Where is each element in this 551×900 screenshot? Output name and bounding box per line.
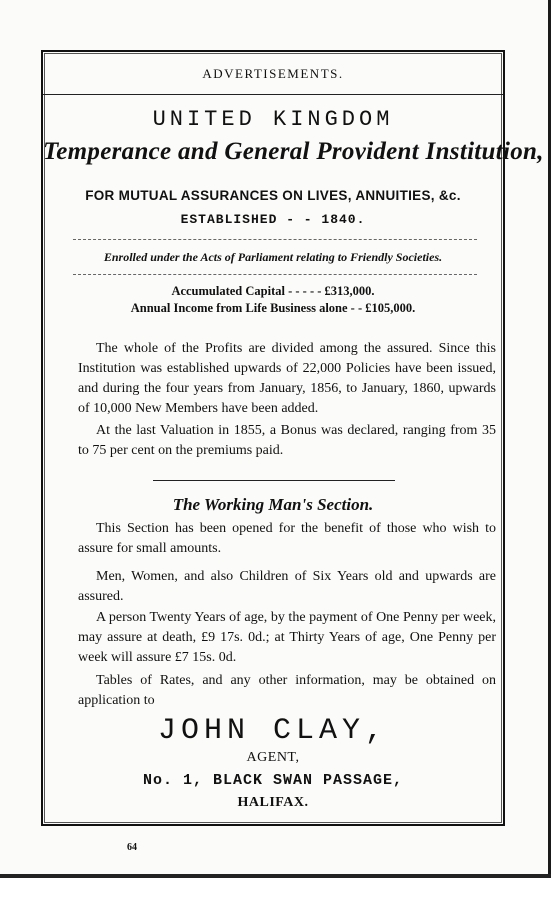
agent-title: AGENT, — [246, 750, 300, 765]
rates-paragraph: Tables of Rates, and any other information, may be obtained on application to — [78, 673, 496, 708]
header-rule — [43, 94, 503, 95]
page-number: 64 — [127, 842, 137, 853]
eligibility-paragraph: Men, Women, and also Children of Six Years old and upwards are assured. — [78, 569, 496, 604]
united-kingdom-heading: UNITED KINGDOM — [152, 107, 394, 132]
profits-paragraph: The whole of the Profits are divided among the assured. Since this Institution was established upwards of 22,000 Policies have been issued, and during the four years from January, 1856, to January, 1860, upwards of 10,000 New Members have been added. — [78, 341, 496, 416]
advertisement-frame — [41, 50, 544, 826]
agent-address: No. 1, BLACK SWAN PASSAGE, — [142, 772, 404, 789]
institution-title: Temperance and General Provident Institution, — [43, 138, 544, 165]
established-line: ESTABLISHED - - 1840. — [180, 212, 366, 227]
agent-town: HALIFAX. — [237, 795, 309, 810]
page-bottom-edge — [0, 874, 551, 900]
enrolled-note: Enrolled under the Acts of Parliament relating to Friendly Societies. — [103, 250, 443, 264]
section-divider — [153, 480, 395, 481]
accumulated-capital: Accumulated Capital - - - - - £313,000. — [171, 284, 375, 298]
section-intro-paragraph: This Section has been opened for the benefit of those who wish to assure for small amounts. — [78, 521, 496, 556]
section-title: The Working Man's Section. — [172, 495, 374, 514]
page-header: ADVERTISEMENTS. — [202, 66, 344, 81]
purpose-line: FOR MUTUAL ASSURANCES ON LIVES, ANNUITIES, &c. — [85, 188, 461, 203]
divider-rule — [73, 239, 477, 240]
premium-example-paragraph: A person Twenty Years of age, by the payment of One Penny per week, may assure at death, £9 17s. 0d.; at Thirty Years of age, One Penny per week will assure £7 15s. 0d. — [78, 610, 496, 665]
bonus-paragraph: At the last Valuation in 1855, a Bonus was declared, ranging from 35 to 75 per cent on the premiums paid. — [78, 423, 496, 458]
agent-name: JOHN CLAY, — [157, 714, 389, 748]
divider-rule — [73, 274, 477, 275]
annual-income: Annual Income from Life Business alone - - £105,000. — [130, 301, 416, 315]
